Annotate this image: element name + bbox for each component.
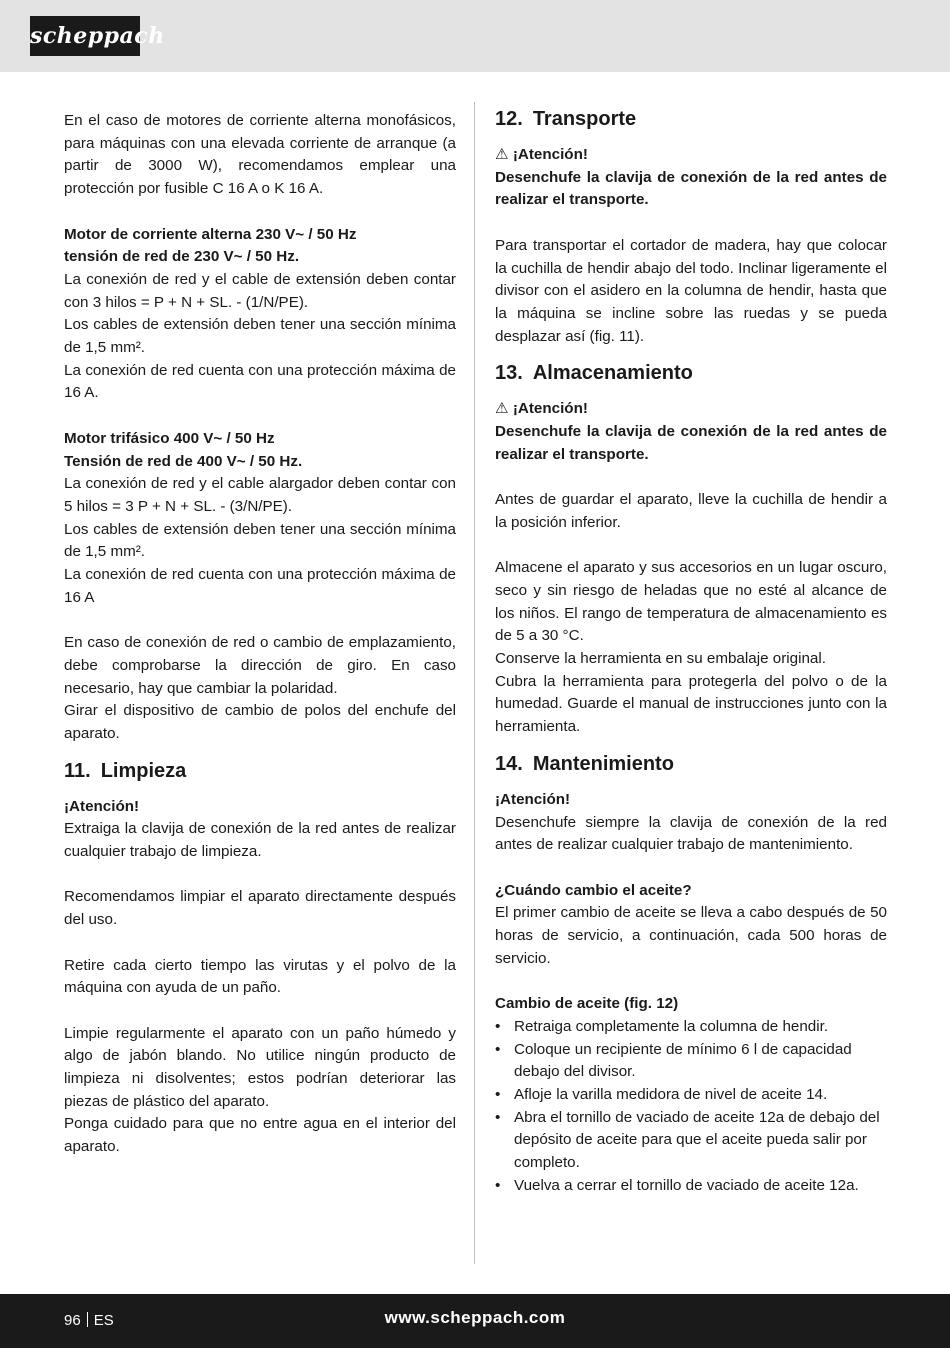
s13-paragraph-2: Almacene el aparato y sus accesorios en un lugar oscuro, seco y sin riesgo de heladas que no esté al alcance de los niños. El rango de temperatura de almacenamiento es de 5 a 30 °C. [495,559,887,645]
mono-motor-heading: Motor de corriente alterna 230 V~ / 50 Hz [64,225,357,243]
list-item: • Retraiga completamente la columna de hendir. [495,1016,887,1039]
s11-attention: ¡Atención! [64,797,140,815]
list-item: • Vuelva a cerrar el tornillo de vaciado de aceite 12a. [495,1175,887,1198]
website-link[interactable]: www.scheppach.com [384,1308,566,1327]
mono-voltage-heading: tensión de red de 230 V~ / 50 Hz. [64,248,300,266]
right-column [495,110,887,1197]
section-13-heading: 13. Almacenamiento [495,362,693,385]
s11-paragraph-2: Retire cada cierto tiempo las virutas y el polvo de la máquina con ayuda de un paño. [64,956,456,997]
rotation-paragraph: En caso de conexión de red o cambio de emplazamiento, debe comprobarse la dirección de giro. En caso necesario, hay que cambiar la polaridad. [64,634,456,697]
tri-line-1: La conexión de red y el cable alargador deben contar con 5 hilos = 3 P + N + SL. - (3/N/PE). [64,475,456,515]
s11-paragraph-3: Limpie regularmente el aparato con un paño húmedo y algo de jabón blando. No utilice ningún producto de limpieza ni disolventes; estos podrían deteriorar las piezas de plástico del aparato. [64,1024,456,1110]
polarity-paragraph: Girar el dispositivo de cambio de polos del enchufe del aparato. [64,702,456,742]
s12-attention: ⚠ ¡Atención! [495,146,588,163]
s13-paragraph-1: Antes de guardar el aparato, lleve la cuchilla de hendir a la posición inferior. [495,491,887,531]
section-14-heading: 14. Mantenimiento [495,752,674,775]
s13-attention-text: Desenchufe la clavija de conexión de la red antes de realizar el transporte. [495,423,887,463]
list-item: • Coloque un recipiente de mínimo 6 l de capacidad debajo del divisor. [495,1039,887,1084]
page-number: 96 ES [64,1312,114,1329]
mono-line-1: La conexión de red y el cable de extensión deben contar con 3 hilos = P + N + SL. - (1/N/PE). [64,270,456,311]
tri-line-2: Los cables de extensión deben tener una sección mínima de 1,5 mm². [64,520,456,561]
fuse-paragraph: En el caso de motores de corriente alterna monofásicos, para máquinas con una elevada corriente de arranque (a partir de 3000 W), recomendamos emplear una protección por fusible C 16 A o K 16 A. [64,112,456,198]
s13-paragraph-3: Conserve la herramienta en su embalaje original. [495,650,826,668]
brand-logo: scheppach [30,16,140,56]
page-footer [0,1294,950,1348]
s11-attention-text: Extraiga la clavija de conexión de la red antes de realizar cualquier trabajo de limpieza. [64,820,456,861]
left-column [64,110,456,1159]
s13-attention: ⚠ ¡Atención! [495,400,588,418]
tri-voltage-heading: Tensión de red de 400 V~ / 50 Hz. [64,452,303,470]
section-12-heading: 12. Transporte [495,108,637,130]
s14-question-text: El primer cambio de aceite se lleva a cabo después de 50 horas de servicio, a continuación, cada 500 horas de servicio. [495,904,887,967]
list-item: • Afloje la varilla medidora de nivel de aceite 14. [495,1084,887,1107]
s12-attention-text: Desenchufe la clavija de conexión de la red antes de realizar el transporte. [495,168,887,209]
mono-line-3: La conexión de red cuenta con una protección máxima de 16 A. [64,361,456,402]
s14-question: ¿Cuándo cambio el aceite? [495,881,692,899]
column-divider [474,102,475,1264]
section-11-heading: 11. Limpieza [64,759,187,782]
list-item: • Abra el tornillo de vaciado de aceite 12a de debajo del depósito de aceite para que el aceite pueda salir por completo. [495,1107,887,1175]
s11-paragraph-4: Ponga cuidado para que no entre agua en el interior del aparato. [64,1115,456,1156]
mono-line-2: Los cables de extensión deben tener una sección mínima de 1,5 mm². [64,316,456,357]
s12-paragraph: Para transportar el cortador de madera, hay que colocar la cuchilla de hendir abajo del todo. Inclinar ligeramente el divisor con el asidero en la columna de hendir, hasta que la máquina se incline sobre las ruedas y se pueda desplazar así (fig. 11). [495,236,887,345]
s14-oil-heading: Cambio de aceite (fig. 12) [495,995,679,1013]
s11-paragraph-1: Recomendamos limpiar el aparato directamente después del uso. [64,888,456,929]
s13-paragraph-4: Cubra la herramienta para protegerla del polvo o de la humedad. Guarde el manual de instrucciones junto con la herramienta. [495,672,887,736]
s14-attention: ¡Atención! [495,790,571,808]
oil-change-steps [495,1016,887,1198]
tri-line-3: La conexión de red cuenta con una protección máxima de 16 A [64,566,456,606]
tri-motor-heading: Motor trifásico 400 V~ / 50 Hz [64,429,275,447]
s14-attention-text: Desenchufe siempre la clavija de conexión de la red antes de realizar cualquier trabajo de mantenimiento. [495,813,887,854]
page-header [0,0,950,72]
